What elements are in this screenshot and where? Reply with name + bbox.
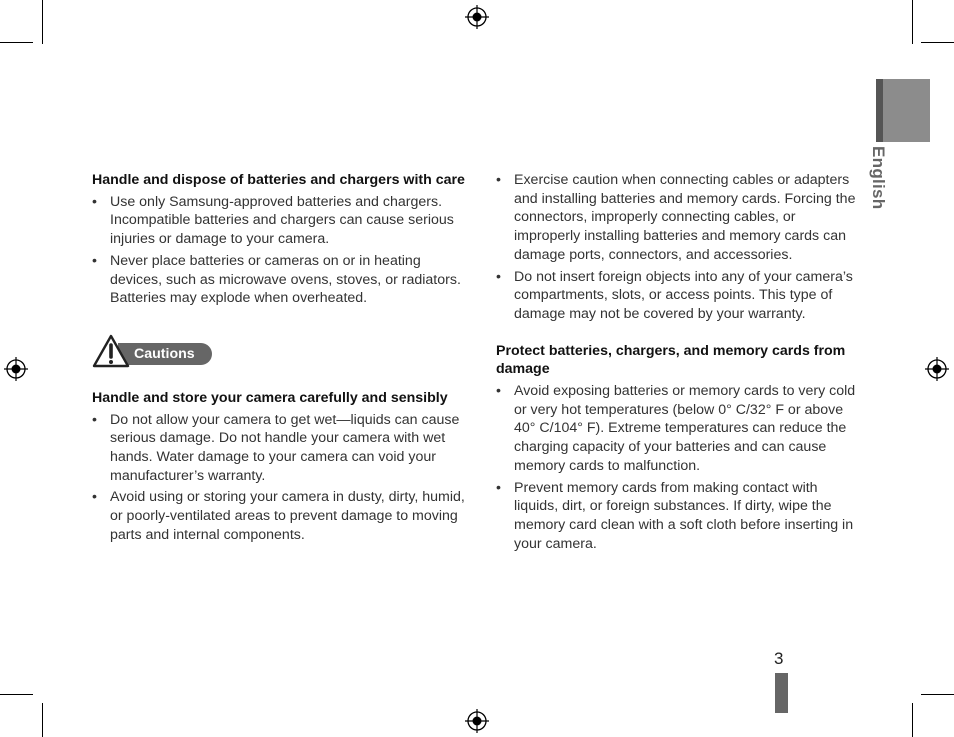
language-tab-block bbox=[883, 79, 930, 142]
bullet: • bbox=[496, 383, 501, 400]
list-item-text: Do not insert foreign objects into any of your camera’s compartments, slots, or access points. This type of damage may not be covered by your warranty. bbox=[514, 268, 853, 322]
bullet: • bbox=[92, 252, 97, 269]
bullet-list bbox=[496, 382, 861, 553]
bullet-list bbox=[92, 193, 467, 308]
warning-triangle-icon bbox=[92, 333, 130, 369]
bullet-list bbox=[92, 411, 467, 545]
cautions-label: Cautions bbox=[118, 343, 212, 365]
bullet: • bbox=[496, 172, 501, 188]
page-number-bar bbox=[775, 673, 788, 713]
list-item-text: Never place batteries or cameras on or in heating devices, such as microwave ovens, stoves, or radiators. Batteries may explode when overheated. bbox=[110, 252, 461, 307]
right-column bbox=[496, 171, 861, 556]
registration-mark-icon bbox=[465, 5, 489, 29]
section-heading-camera-care: Handle and store your camera carefully and sensibly bbox=[92, 389, 448, 406]
list-item-text: Use only Samsung-approved batteries and chargers. Incompatible batteries and chargers can cause serious injuries or damage to your camera. bbox=[110, 193, 454, 248]
bullet: • bbox=[92, 411, 97, 428]
list-item bbox=[496, 268, 861, 324]
left-column bbox=[92, 171, 467, 548]
language-tab-label: English bbox=[869, 146, 888, 210]
list-item bbox=[496, 479, 861, 554]
crop-mark bbox=[0, 42, 33, 43]
bullet: • bbox=[92, 193, 97, 210]
list-item bbox=[496, 171, 861, 265]
registration-mark-icon bbox=[925, 357, 949, 381]
list-item bbox=[92, 193, 467, 249]
list-item-text: Exercise caution when connecting cables or adapters and installing batteries and memory cards. Forcing the connectors, improperly connecting cables, or improperly installing batteries and memory cards can damage ports, connectors, and accessories. bbox=[514, 172, 856, 263]
list-item bbox=[496, 382, 861, 476]
list-item bbox=[92, 411, 467, 486]
list-item bbox=[92, 488, 467, 544]
crop-mark bbox=[912, 0, 913, 44]
list-item bbox=[92, 252, 467, 308]
crop-mark bbox=[42, 0, 43, 44]
list-item-text: Prevent memory cards from making contact with liquids, dirt, or foreign substances. If dirty, wipe the memory card clean with a soft cloth before inserting in your camera. bbox=[514, 479, 854, 552]
cautions-banner bbox=[92, 333, 467, 371]
registration-mark-icon bbox=[465, 709, 489, 733]
crop-mark bbox=[0, 694, 33, 695]
bullet: • bbox=[496, 268, 501, 285]
list-item-text: Do not allow your camera to get wet—liquids can cause serious damage. Do not handle your camera with wet hands. Water damage to your camera can void your manufacturer’s warranty. bbox=[110, 411, 460, 484]
crop-mark bbox=[912, 703, 913, 737]
crop-mark bbox=[921, 694, 954, 695]
crop-mark bbox=[42, 703, 43, 737]
list-item-text: Avoid exposing batteries or memory cards to very cold or very hot temperatures (below 0° C/32° F or above 40° C/104° F). Extreme temperatures can reduce the charging capacity of your batteries and can cause memory cards to malfunction. bbox=[514, 383, 856, 474]
bullet: • bbox=[496, 479, 501, 496]
page-number: 3 bbox=[774, 649, 784, 668]
bullet: • bbox=[92, 489, 97, 506]
list-item-text: Avoid using or storing your camera in dusty, dirty, humid, or poorly-ventilated areas to prevent damage to moving parts and internal components. bbox=[110, 489, 465, 543]
language-tab-stripe bbox=[876, 79, 883, 142]
registration-mark-icon bbox=[4, 357, 28, 381]
bullet-list bbox=[496, 171, 861, 324]
crop-mark bbox=[921, 42, 954, 43]
section-heading-protect: Protect batteries, chargers, and memory cards from damage bbox=[496, 342, 846, 378]
section-heading-batteries: Handle and dispose of batteries and chargers with care bbox=[92, 172, 465, 188]
